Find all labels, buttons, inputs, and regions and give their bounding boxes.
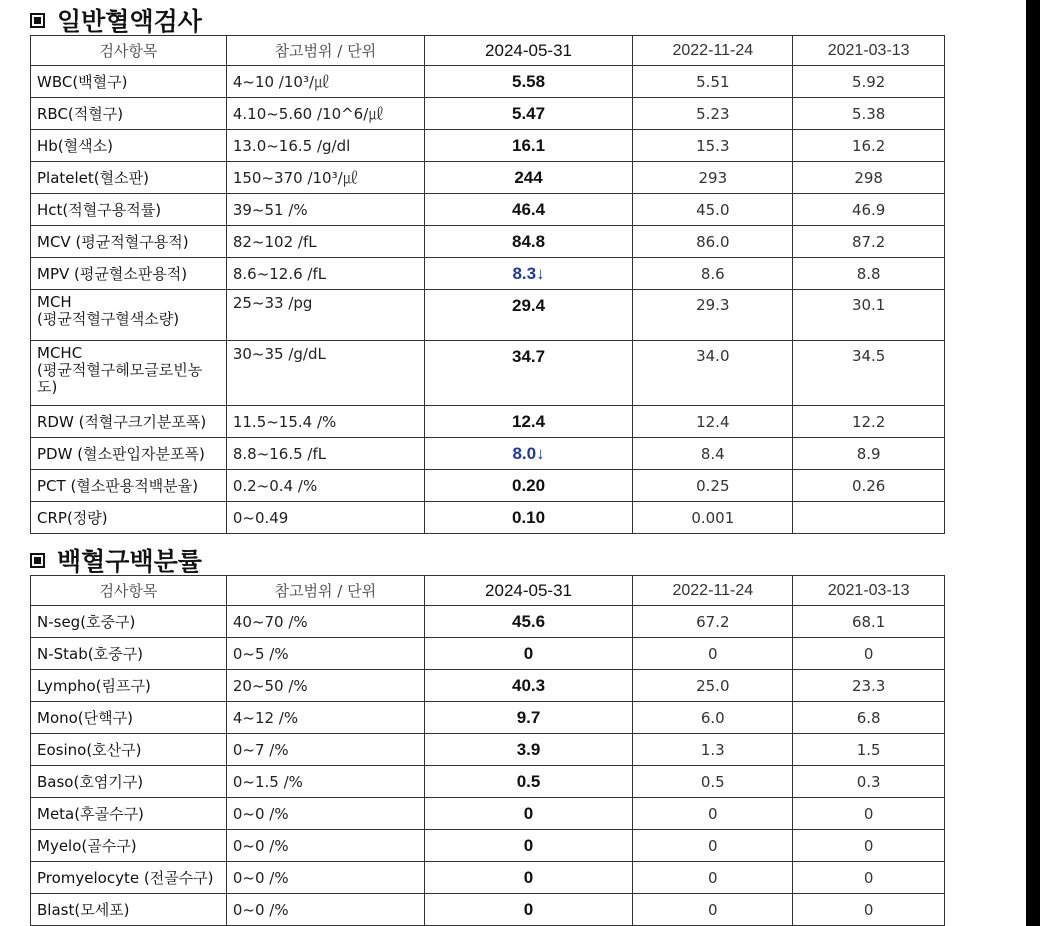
previous-result-2-cell: 23.3 [793, 670, 945, 702]
previous-result-1-cell: 8.6 [633, 258, 793, 290]
current-result-cell: 8.0↓ [424, 438, 632, 470]
reference-range-cell: 39~51 /% [226, 194, 424, 226]
reference-range-cell: 0~0 /% [226, 894, 424, 926]
previous-result-2-cell: 5.92 [793, 66, 945, 98]
previous-result-1-cell: 6.0 [633, 702, 793, 734]
table-row [31, 862, 945, 894]
square-bullet-icon [30, 553, 45, 568]
header-date-prev1: 2022-11-24 [633, 36, 793, 66]
test-name-cell: MPV (평균혈소판용적) [31, 258, 227, 290]
previous-result-2-cell: 6.8 [793, 702, 945, 734]
reference-range-cell: 0~7 /% [226, 734, 424, 766]
previous-result-2-cell: 298 [793, 162, 945, 194]
previous-result-1-cell: 0 [633, 862, 793, 894]
previous-result-2-cell: 46.9 [793, 194, 945, 226]
wbc-differential-table [30, 575, 945, 926]
table-header-row [31, 576, 945, 606]
reference-range-cell: 13.0~16.5 /g/dl [226, 130, 424, 162]
header-test-item: 검사항목 [31, 576, 227, 606]
test-name-cell: Mono(단핵구) [31, 702, 227, 734]
test-name-cell: Hct(적혈구용적률) [31, 194, 227, 226]
previous-result-1-cell: 0.001 [633, 502, 793, 534]
table-row [31, 502, 945, 534]
test-name-cell: PDW (혈소판입자분포폭) [31, 438, 227, 470]
header-date-current: 2024-05-31 [424, 36, 632, 66]
current-result-cell: 9.7 [424, 702, 632, 734]
test-name-cell: Blast(모세포) [31, 894, 227, 926]
test-name-cell: Baso(호염기구) [31, 766, 227, 798]
current-result-cell: 84.8 [424, 226, 632, 258]
header-date-prev2: 2021-03-13 [793, 576, 945, 606]
reference-range-cell: 8.8~16.5 /fL [226, 438, 424, 470]
header-date-current: 2024-05-31 [424, 576, 632, 606]
section-title-text: 일반혈액검사 [57, 7, 202, 36]
test-name-cell: Platelet(혈소판) [31, 162, 227, 194]
reference-range-cell: 40~70 /% [226, 606, 424, 638]
previous-result-1-cell: 1.3 [633, 734, 793, 766]
table-row [31, 470, 945, 502]
current-result-cell: 16.1 [424, 130, 632, 162]
reference-range-cell: 0~5 /% [226, 638, 424, 670]
table-row [31, 194, 945, 226]
previous-result-1-cell: 29.3 [633, 290, 793, 341]
current-result-cell: 34.7 [424, 341, 632, 406]
reference-range-cell: 4~12 /% [226, 702, 424, 734]
previous-result-2-cell: 0 [793, 894, 945, 926]
test-name-cell: Myelo(골수구) [31, 830, 227, 862]
test-name-cell: N-seg(호중구) [31, 606, 227, 638]
reference-range-cell: 30~35 /g/dL [226, 341, 424, 406]
current-result-cell: 0.20 [424, 470, 632, 502]
reference-range-cell: 150~370 /10³/㎕ [226, 162, 424, 194]
reference-range-cell: 8.6~12.6 /fL [226, 258, 424, 290]
current-result-cell: 3.9 [424, 734, 632, 766]
test-name-cell: Hb(혈색소) [31, 130, 227, 162]
current-result-cell: 0.10 [424, 502, 632, 534]
previous-result-1-cell: 0 [633, 638, 793, 670]
previous-result-1-cell: 86.0 [633, 226, 793, 258]
previous-result-2-cell: 34.5 [793, 341, 945, 406]
table-row [31, 830, 945, 862]
test-name-cell: N-Stab(호중구) [31, 638, 227, 670]
previous-result-1-cell: 12.4 [633, 406, 793, 438]
test-name-cell: Promyelocyte (전골수구) [31, 862, 227, 894]
table-row [31, 98, 945, 130]
reference-range-cell: 0.2~0.4 /% [226, 470, 424, 502]
table-row [31, 670, 945, 702]
reference-range-cell: 4.10~5.60 /10^6/㎕ [226, 98, 424, 130]
test-name-cell: WBC(백혈구) [31, 66, 227, 98]
reference-range-cell: 0~0 /% [226, 830, 424, 862]
reference-range-cell: 25~33 /pg [226, 290, 424, 341]
table-row [31, 258, 945, 290]
table-row [31, 226, 945, 258]
table-row [31, 341, 945, 406]
current-result-cell: 5.58 [424, 66, 632, 98]
header-date-prev2: 2021-03-13 [793, 36, 945, 66]
table-row [31, 606, 945, 638]
previous-result-1-cell: 0.25 [633, 470, 793, 502]
reference-range-cell: 20~50 /% [226, 670, 424, 702]
previous-result-2-cell: 1.5 [793, 734, 945, 766]
section-title-cbc [30, 5, 202, 35]
section-title-text: 백혈구백분률 [57, 547, 202, 576]
previous-result-2-cell: 0 [793, 638, 945, 670]
current-result-cell: 46.4 [424, 194, 632, 226]
table-row [31, 734, 945, 766]
current-result-cell: 5.47 [424, 98, 632, 130]
header-reference: 참고범위 / 단위 [226, 36, 424, 66]
reference-range-cell: 82~102 /fL [226, 226, 424, 258]
header-test-item: 검사항목 [31, 36, 227, 66]
previous-result-2-cell: 0 [793, 798, 945, 830]
previous-result-2-cell: 5.38 [793, 98, 945, 130]
reference-range-cell: 0~0 /% [226, 798, 424, 830]
previous-result-2-cell: 87.2 [793, 226, 945, 258]
current-result-cell: 45.6 [424, 606, 632, 638]
previous-result-2-cell: 8.9 [793, 438, 945, 470]
previous-result-1-cell: 0 [633, 894, 793, 926]
previous-result-2-cell: 12.2 [793, 406, 945, 438]
table-row [31, 702, 945, 734]
previous-result-2-cell [793, 502, 945, 534]
current-result-cell: 0 [424, 830, 632, 862]
current-result-cell: 12.4 [424, 406, 632, 438]
table-row [31, 894, 945, 926]
previous-result-2-cell: 0 [793, 830, 945, 862]
reference-range-cell: 0~1.5 /% [226, 766, 424, 798]
cbc-table [30, 35, 945, 534]
current-result-cell: 0 [424, 862, 632, 894]
table-row [31, 638, 945, 670]
header-reference: 참고범위 / 단위 [226, 576, 424, 606]
previous-result-1-cell: 0 [633, 798, 793, 830]
test-name-cell: Meta(후골수구) [31, 798, 227, 830]
section-title-wbc-diff [30, 545, 202, 575]
previous-result-2-cell: 16.2 [793, 130, 945, 162]
header-date-prev1: 2022-11-24 [633, 576, 793, 606]
table-row [31, 130, 945, 162]
previous-result-1-cell: 67.2 [633, 606, 793, 638]
previous-result-1-cell: 34.0 [633, 341, 793, 406]
test-name-cell: Lympho(림프구) [31, 670, 227, 702]
test-name-cell: RDW (적혈구크기분포폭) [31, 406, 227, 438]
previous-result-1-cell: 15.3 [633, 130, 793, 162]
test-name-cell: PCT (혈소판용적백분율) [31, 470, 227, 502]
current-result-cell: 8.3↓ [424, 258, 632, 290]
current-result-cell: 244 [424, 162, 632, 194]
current-result-cell: 0 [424, 798, 632, 830]
table-row [31, 162, 945, 194]
previous-result-2-cell: 0.3 [793, 766, 945, 798]
previous-result-1-cell: 5.51 [633, 66, 793, 98]
table-row [31, 66, 945, 98]
test-name-cell: MCH (평균적혈구혈색소량) [31, 290, 227, 341]
current-result-cell: 0 [424, 894, 632, 926]
test-name-cell: Eosino(호산구) [31, 734, 227, 766]
test-name-cell: RBC(적혈구) [31, 98, 227, 130]
previous-result-2-cell: 0 [793, 862, 945, 894]
test-name-cell: MCHC (평균적혈구헤모글로빈농도) [31, 341, 227, 406]
previous-result-1-cell: 0.5 [633, 766, 793, 798]
table-row [31, 438, 945, 470]
reference-range-cell: 0~0 /% [226, 862, 424, 894]
previous-result-2-cell: 68.1 [793, 606, 945, 638]
previous-result-1-cell: 8.4 [633, 438, 793, 470]
table-row [31, 406, 945, 438]
current-result-cell: 40.3 [424, 670, 632, 702]
previous-result-1-cell: 0 [633, 830, 793, 862]
reference-range-cell: 4~10 /10³/㎕ [226, 66, 424, 98]
reference-range-cell: 11.5~15.4 /% [226, 406, 424, 438]
table-row [31, 290, 945, 341]
previous-result-2-cell: 30.1 [793, 290, 945, 341]
current-result-cell: 29.4 [424, 290, 632, 341]
test-name-cell: MCV (평균적혈구용적) [31, 226, 227, 258]
previous-result-1-cell: 45.0 [633, 194, 793, 226]
current-result-cell: 0.5 [424, 766, 632, 798]
table-row [31, 798, 945, 830]
test-name-cell: CRP(정량) [31, 502, 227, 534]
reference-range-cell: 0~0.49 [226, 502, 424, 534]
previous-result-1-cell: 293 [633, 162, 793, 194]
previous-result-2-cell: 0.26 [793, 470, 945, 502]
table-row [31, 766, 945, 798]
previous-result-2-cell: 8.8 [793, 258, 945, 290]
previous-result-1-cell: 25.0 [633, 670, 793, 702]
previous-result-1-cell: 5.23 [633, 98, 793, 130]
current-result-cell: 0 [424, 638, 632, 670]
square-bullet-icon [30, 13, 45, 28]
table-header-row [31, 36, 945, 66]
